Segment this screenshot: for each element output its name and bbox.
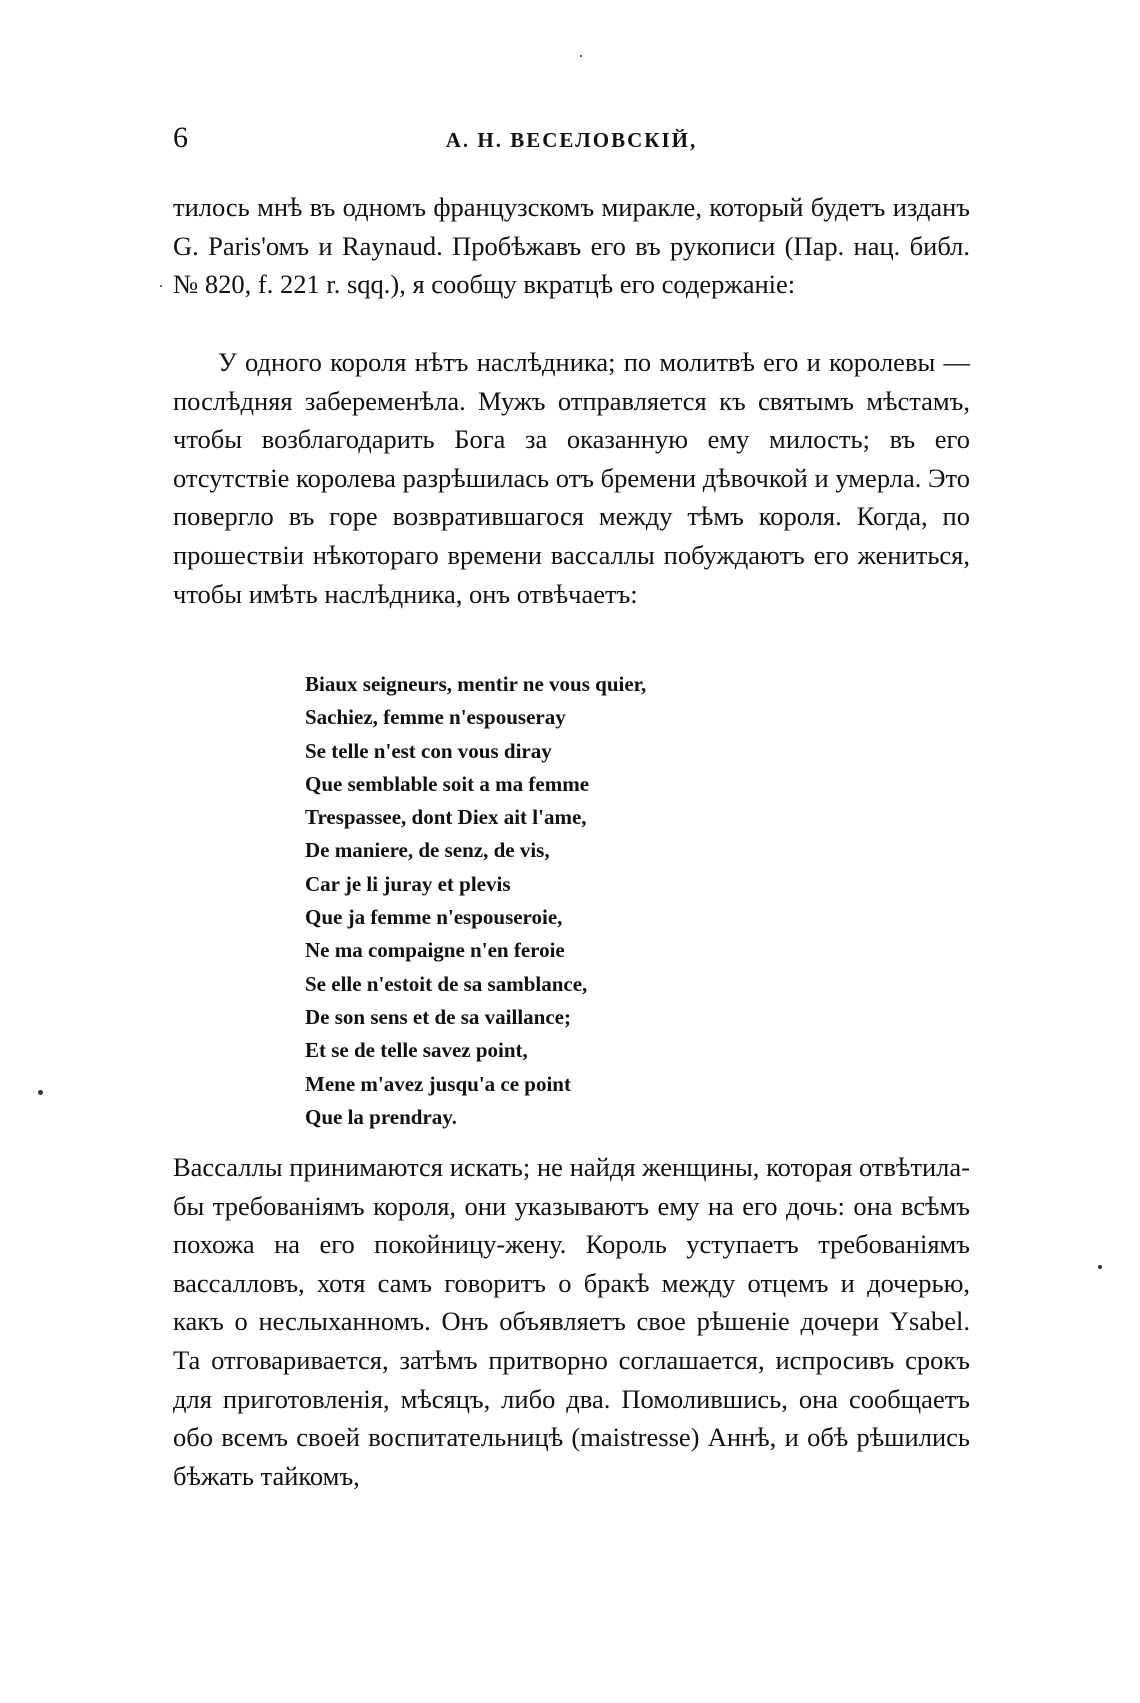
running-head: [173, 118, 970, 158]
verse-line: Ne ma compaigne n'en feroie: [305, 938, 565, 963]
verse-line: De maniere, de senz, de vis,: [305, 838, 550, 863]
scan-speck: [1098, 1265, 1102, 1269]
verse-line: Et se de telle savez point,: [305, 1038, 528, 1063]
verse-line: Sachiez, femme n'espouseray: [305, 705, 566, 730]
verse-line: Que ja femme n'espouseroie,: [305, 905, 563, 930]
scan-speck: [160, 285, 162, 287]
paragraph-story: У одного короля нѣтъ наслѣдника; по молитвѣ его и королевы — послѣдняя забеременѣла. Мужъ отправляется къ святымъ мѣстамъ, чтобы возблагодарить Бога за оказанную ему милость; въ его отсутствіе королева разрѣшилась отъ бремени дѣвочкой и умерла. Это повергло въ горе возвратившагося между тѣмъ короля. Когда, по прошествіи нѣкотораго времени вассаллы побуждаютъ его жениться, чтобы имѣть наслѣдника, онъ отвѣчаетъ:: [173, 347, 970, 609]
running-title: А. Н. ВЕСЕЛОВСКІЙ,: [445, 128, 698, 152]
scan-speck: [38, 1090, 43, 1095]
paragraph-continuation: Вассаллы принимаются искать; не найдя женщины, которая отвѣтила-бы требованіямъ короля, они указываютъ ему на его дочь: она всѣмъ похожа на его покойницу-жену. Король уступаетъ требованіямъ вассалловъ, хотя самъ говоритъ о бракѣ между отцемъ и дочерью, какъ о неслыханномъ. Онъ объявляетъ свое рѣшеніе дочери Ysabel. Та отговаривается, затѣмъ притворно соглашается, испросивъ срокъ для приготовленія, мѣсяцъ, либо два. Помолившись, она сообщаетъ обо всемъ своей воспитательницѣ (maistresse) Аннѣ, и обѣ рѣшились бѣжать тайкомъ,: [173, 1152, 970, 1491]
scan-speck: [580, 55, 582, 57]
verse-quotation: [305, 668, 646, 1134]
page-number: 6: [173, 121, 188, 154]
verse-line: Mene m'avez jusqu'a ce point: [305, 1071, 571, 1096]
verse-line: Se elle n'estoit de sa samblance,: [305, 971, 588, 996]
verse-line: Biaux seigneurs, mentir ne vous quier,: [305, 672, 647, 696]
paragraph-intro: тилось мнѣ въ одномъ французскомъ миракле, который будетъ изданъ G. Paris'омъ и Raynaud. Пробѣжавъ его въ рукописи (Пар. нац. библ. № 820, f. 221 r. sqq.), я сообщу вкратцѣ его содержаніе:: [173, 192, 970, 300]
verse-line: Se telle n'est con vous diray: [305, 738, 552, 763]
verse-line: Trespassee, dont Diex ait l'ame,: [305, 805, 587, 830]
verse-line: Que la prendray.: [305, 1104, 457, 1129]
verse-line: Que semblable soit a ma femme: [305, 771, 590, 796]
verse-line: De son sens et de sa vaillance;: [305, 1004, 571, 1029]
verse-line: Car je li juray et plevis: [305, 871, 511, 896]
